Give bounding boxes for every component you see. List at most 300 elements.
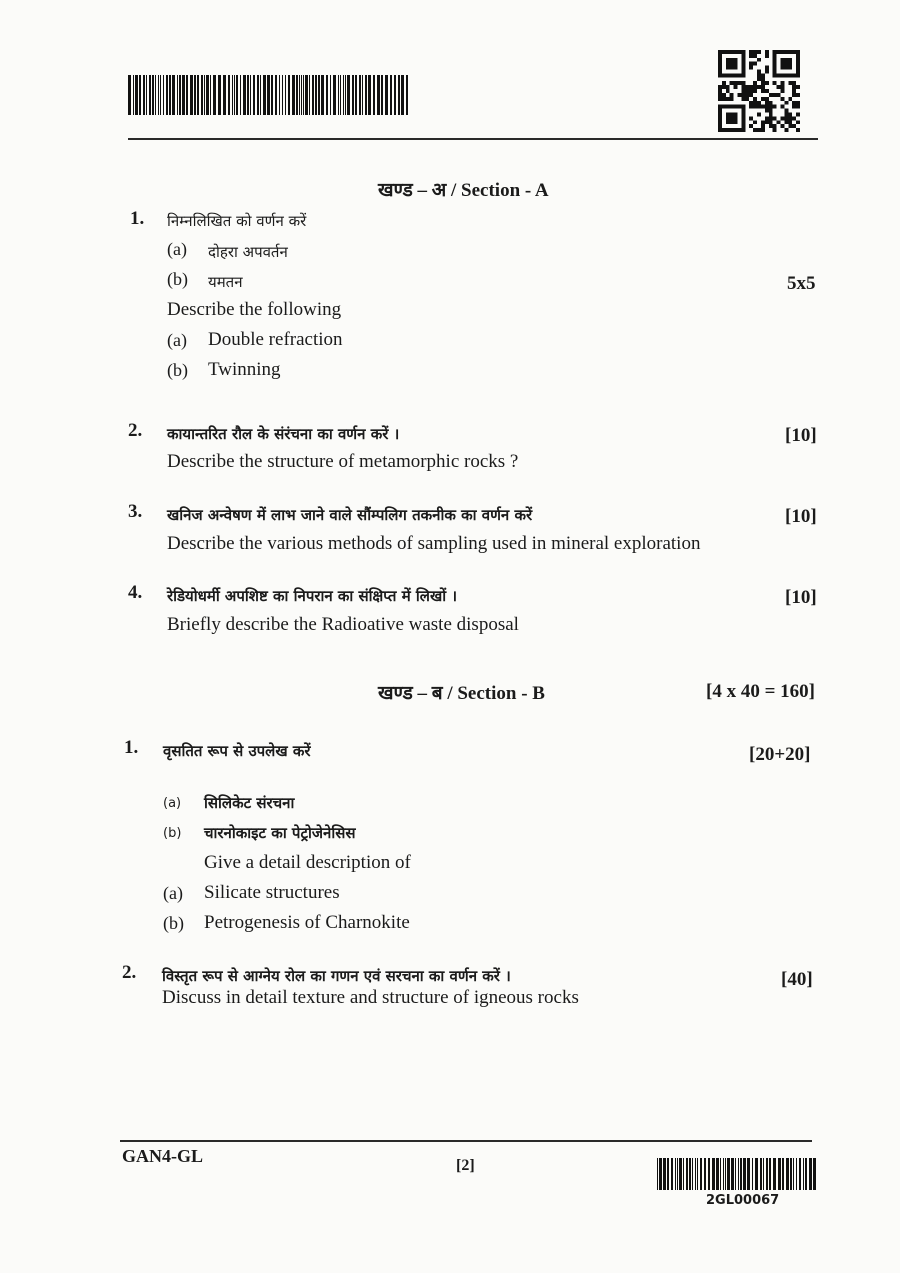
qr-module [718, 89, 722, 93]
barcode-bar [240, 75, 241, 115]
barcode-bar [799, 1158, 801, 1190]
qr-module [753, 120, 757, 124]
qr-module [726, 112, 738, 124]
barcode-bar [731, 1158, 734, 1190]
barcode-bar [813, 1158, 816, 1190]
qr-module [773, 93, 777, 97]
qr-module [788, 124, 792, 128]
qr-module [761, 97, 765, 101]
qr-module [726, 89, 730, 93]
barcode-bar [695, 1158, 696, 1190]
qr-module [773, 81, 777, 85]
qr-module [769, 109, 773, 113]
barcode-bar [700, 1158, 702, 1190]
barcode-bar [312, 75, 314, 115]
barcode-bar [172, 75, 175, 115]
question-hindi: वृसतित रूप से उपलेख करें [163, 742, 311, 760]
barcode-bar [735, 1158, 736, 1190]
qr-module [757, 85, 761, 89]
barcode-top [128, 75, 408, 115]
qr-module [765, 81, 769, 85]
barcode-bar [279, 75, 280, 115]
qr-module [749, 124, 753, 128]
barcode-bar [406, 75, 408, 115]
qr-module [722, 85, 726, 89]
qr-module [749, 89, 753, 93]
option-label: (a) [167, 330, 187, 350]
barcode-bar [671, 1158, 673, 1190]
qr-module [734, 85, 738, 89]
qr-module [761, 89, 765, 93]
qr-module [745, 89, 749, 93]
option-english: Double refraction [208, 329, 343, 350]
question-hindi: विस्तृत रूप से आग्नेय रोल का गणन एवं सरचना का वर्णन करें । [162, 967, 511, 985]
qr-module [718, 97, 722, 101]
option-label: (b) [163, 826, 182, 841]
barcode-bar [143, 75, 145, 115]
qr-module [757, 105, 761, 109]
qr-module [780, 105, 784, 109]
barcode-bar [232, 75, 233, 115]
qr-module [765, 116, 769, 120]
qr-module [773, 124, 777, 128]
barcode-bar [260, 75, 261, 115]
qr-module [792, 116, 796, 120]
barcode-bar [720, 1158, 721, 1190]
qr-module [722, 81, 726, 85]
barcode-bar [677, 1158, 678, 1190]
qr-module [769, 116, 773, 120]
qr-module [726, 85, 730, 89]
option-hindi: चारनोकाइट का पेट्रोजेनेसिस [204, 824, 356, 842]
section-b-total-marks: [4 x 40 = 160] [706, 681, 815, 702]
question-hindi: निम्नलिखित को वर्णन करें [167, 212, 307, 230]
qr-module [741, 89, 745, 93]
barcode-bar [228, 75, 230, 115]
qr-module [792, 124, 796, 128]
barcode-bar [727, 1158, 730, 1190]
qr-module [761, 85, 765, 89]
qr-module [757, 101, 761, 105]
qr-module [726, 58, 738, 70]
barcode-bar [135, 75, 138, 115]
qr-module [753, 81, 757, 85]
question-english: Describe the structure of metamorphic rocks ? [167, 451, 519, 472]
barcode-bar [398, 75, 400, 115]
qr-module [788, 112, 792, 116]
question-hindi: खनिज अन्वेषण में लाभ जाने वाले सौंम्पलिग तकनीक का वर्णन करें [167, 506, 533, 524]
barcode-bar [177, 75, 178, 115]
qr-module [722, 93, 726, 97]
barcode-bar [186, 75, 188, 115]
qr-module [788, 97, 792, 101]
qr-module [792, 101, 796, 105]
qr-module [753, 101, 757, 105]
qr-module [777, 120, 781, 124]
option-label: (b) [167, 360, 188, 380]
barcode-bar [359, 75, 361, 115]
barcode-bar [362, 75, 363, 115]
qr-module [792, 81, 796, 85]
barcode-bar [809, 1158, 812, 1190]
qr-module [718, 85, 722, 89]
barcode-bar [657, 1158, 658, 1190]
option-label: (b) [163, 913, 184, 933]
question-hindi: कायान्तरित रौल के संरंचना का वर्णन करें । [167, 425, 400, 443]
barcode-bar [194, 75, 196, 115]
qr-module [741, 85, 745, 89]
qr-module [796, 101, 800, 105]
qr-module [765, 109, 769, 113]
barcode-bar [210, 75, 211, 115]
barcode-bar [752, 1158, 753, 1190]
barcode-bar [275, 75, 277, 115]
barcode-bar [326, 75, 328, 115]
qr-module [741, 93, 745, 97]
barcode-bar [271, 75, 273, 115]
barcode-bar [755, 1158, 758, 1190]
barcode-bar [385, 75, 388, 115]
qr-module [730, 93, 734, 97]
qr-module [765, 54, 769, 58]
barcode-bar [182, 75, 185, 115]
qr-module [757, 70, 761, 74]
serial-number: 2GL00067 [706, 1193, 780, 1208]
barcode-bar [390, 75, 392, 115]
qr-module [784, 120, 788, 124]
barcode-bar [263, 75, 266, 115]
qr-module [780, 116, 784, 120]
barcode-bar [805, 1158, 807, 1190]
barcode-bar [747, 1158, 750, 1190]
option-label: (a) [167, 239, 187, 259]
barcode-bar [206, 75, 209, 115]
qr-module [765, 66, 769, 70]
qr-module [773, 128, 777, 132]
barcode-bar [282, 75, 283, 115]
barcode-bar [158, 75, 159, 115]
qr-module [792, 89, 796, 93]
barcode-bar [689, 1158, 691, 1190]
question-marks: 5x5 [787, 273, 816, 294]
qr-module [749, 101, 753, 105]
barcode-bar [288, 75, 290, 115]
qr-module [753, 128, 757, 132]
qr-module [745, 85, 749, 89]
barcode-bar [152, 75, 154, 115]
question-marks: [10] [785, 587, 817, 608]
barcode-bar [355, 75, 357, 115]
barcode-bar [712, 1158, 715, 1190]
qr-module [780, 81, 784, 85]
barcode-bar [330, 75, 331, 115]
qr-module [777, 93, 781, 97]
qr-module [757, 50, 761, 54]
qr-module [753, 89, 757, 93]
barcode-bar [190, 75, 193, 115]
barcode-bar [686, 1158, 688, 1190]
barcode-bar [793, 1158, 794, 1190]
barcode-bar [343, 75, 344, 115]
barcode-bar [296, 75, 298, 115]
qr-module [761, 73, 765, 77]
qr-module [796, 93, 800, 97]
qr-module [780, 58, 792, 70]
qr-module [788, 120, 792, 124]
barcode-bar [223, 75, 226, 115]
question-english: Discuss in detail texture and structure of igneous rocks [162, 987, 579, 1008]
header-rule [128, 138, 818, 140]
barcode-bar [234, 75, 235, 115]
qr-code [718, 50, 800, 132]
section-b-title: खण्ड – ब / Section - B [378, 683, 545, 704]
barcode-bar [333, 75, 336, 115]
barcode-bar [347, 75, 350, 115]
barcode-bar [708, 1158, 710, 1190]
question-number: 4. [128, 582, 143, 603]
barcode-bar [345, 75, 346, 115]
qr-module [726, 97, 730, 101]
qr-module [749, 85, 753, 89]
qr-module [749, 116, 753, 120]
qr-module [773, 116, 777, 120]
qr-module [780, 97, 784, 101]
qr-module [753, 97, 757, 101]
barcode-bar [257, 75, 259, 115]
qr-module [780, 124, 784, 128]
option-english: Petrogenesis of Charnokite [204, 912, 410, 933]
barcode-bar [146, 75, 147, 115]
option-label: (b) [167, 269, 188, 289]
option-hindi: यमतन [208, 273, 243, 291]
barcode-bar [338, 75, 339, 115]
barcode-bar [679, 1158, 682, 1190]
question-marks: [20+20] [749, 744, 811, 765]
barcode-bar [697, 1158, 698, 1190]
qr-module [738, 81, 742, 85]
barcode-bar [315, 75, 317, 115]
barcode-bar [166, 75, 168, 115]
barcode-bar [766, 1158, 768, 1190]
barcode-bar [373, 75, 375, 115]
barcode-bar [169, 75, 171, 115]
barcode-bar [163, 75, 164, 115]
question-number: 2. [122, 962, 137, 983]
section-a-title: खण्ड – अ / Section - A [378, 180, 549, 201]
barcode-bar [401, 75, 404, 115]
barcode-bar [352, 75, 354, 115]
qr-module [749, 66, 753, 70]
qr-module [796, 128, 800, 132]
barcode-bar [782, 1158, 784, 1190]
qr-module [741, 97, 745, 101]
page-number: [2] [456, 1157, 475, 1174]
barcode-bar [301, 75, 302, 115]
barcode-bar [704, 1158, 706, 1190]
barcode-bar [760, 1158, 762, 1190]
barcode-bar [740, 1158, 742, 1190]
qr-module [761, 81, 765, 85]
qr-module [749, 62, 753, 66]
qr-module [757, 77, 761, 81]
qr-module [780, 89, 784, 93]
qr-module [753, 105, 757, 109]
qr-module [722, 97, 726, 101]
barcode-bar [128, 75, 131, 115]
barcode-bar [253, 75, 255, 115]
qr-module [741, 81, 745, 85]
barcode-bar [285, 75, 286, 115]
barcode-bar [786, 1158, 789, 1190]
barcode-bar [743, 1158, 746, 1190]
barcode-bar [218, 75, 221, 115]
qr-module [761, 128, 765, 132]
barcode-bar [675, 1158, 676, 1190]
qr-module [773, 105, 777, 109]
barcode-bar [321, 75, 324, 115]
barcode-bar [201, 75, 203, 115]
barcode-bar [179, 75, 181, 115]
qr-module [777, 85, 781, 89]
barcode-bar [796, 1158, 797, 1190]
barcode-bar [803, 1158, 804, 1190]
qr-module [749, 50, 753, 54]
barcode-bar [204, 75, 205, 115]
qr-module [753, 62, 757, 66]
barcode-bar [663, 1158, 666, 1190]
barcode-bar [299, 75, 300, 115]
qr-module [749, 105, 753, 109]
qr-module [730, 97, 734, 101]
qr-module [769, 112, 773, 116]
qr-module [765, 89, 769, 93]
qr-module [765, 50, 769, 54]
barcode-bar [716, 1158, 719, 1190]
qr-module [780, 85, 784, 89]
barcode-bar [377, 75, 380, 115]
barcode-bar [133, 75, 134, 115]
qr-module [788, 81, 792, 85]
qr-module [730, 81, 734, 85]
option-hindi: दोहरा अपवर्तन [208, 243, 288, 261]
option-label: (a) [163, 796, 182, 811]
question-marks: [40] [781, 969, 813, 990]
barcode-bar [303, 75, 304, 115]
barcode-bar [769, 1158, 771, 1190]
barcode-bar [778, 1158, 781, 1190]
qr-module [761, 124, 765, 128]
question-hindi: रेडियोधर्मी अपशिष्ट का निपरान का संक्षिप्त में लिखों । [167, 587, 458, 605]
barcode-bar [365, 75, 367, 115]
barcode-bar [139, 75, 141, 115]
qr-module [796, 112, 800, 116]
barcode-bar [197, 75, 199, 115]
qr-module [761, 120, 765, 124]
qr-module [734, 81, 738, 85]
qr-module [761, 105, 765, 109]
qr-module [788, 116, 792, 120]
qr-module [796, 105, 800, 109]
barcode-bar [763, 1158, 764, 1190]
qr-module [765, 70, 769, 74]
barcode-bar [236, 75, 238, 115]
qr-module [745, 93, 749, 97]
barcode-bar [659, 1158, 662, 1190]
qr-module [769, 93, 773, 97]
barcode-bar [250, 75, 251, 115]
barcode-bar [318, 75, 320, 115]
barcode-bottom [657, 1158, 820, 1190]
question-marks: [10] [785, 506, 817, 527]
question-number: 1. [124, 737, 139, 758]
qr-module [753, 54, 757, 58]
qr-module [784, 116, 788, 120]
barcode-bar [394, 75, 396, 115]
qr-module [753, 85, 757, 89]
qr-module [765, 97, 769, 101]
qr-module [769, 124, 773, 128]
qr-module [765, 101, 769, 105]
barcode-bar [340, 75, 341, 115]
barcode-bar [381, 75, 383, 115]
barcode-bar [243, 75, 246, 115]
barcode-bar [305, 75, 308, 115]
qr-module [757, 112, 761, 116]
question-english: Give a detail description of [204, 852, 411, 873]
option-label: (a) [163, 883, 183, 903]
qr-module [784, 101, 788, 105]
barcode-bar [213, 75, 216, 115]
qr-module [753, 50, 757, 54]
qr-module [769, 105, 773, 109]
qr-module [749, 93, 753, 97]
barcode-bar [738, 1158, 739, 1190]
question-english: Describe the following [167, 299, 342, 320]
footer-rule [120, 1140, 812, 1142]
question-marks: [10] [785, 425, 817, 446]
barcode-bar [692, 1158, 693, 1190]
barcode-bar [160, 75, 161, 115]
option-english: Silicate structures [204, 882, 340, 903]
qr-module [745, 97, 749, 101]
barcode-bar [149, 75, 151, 115]
barcode-bar [247, 75, 249, 115]
option-english: Twinning [208, 359, 281, 380]
barcode-bar [683, 1158, 684, 1190]
qr-module [792, 93, 796, 97]
barcode-bar [267, 75, 270, 115]
barcode-bar [723, 1158, 724, 1190]
question-english: Describe the various methods of sampling used in mineral exploration [167, 533, 701, 554]
qr-module [738, 93, 742, 97]
qr-module [765, 105, 769, 109]
qr-module [761, 77, 765, 81]
qr-module [784, 109, 788, 113]
barcode-bar [667, 1158, 669, 1190]
barcode-bar [790, 1158, 792, 1190]
question-number: 2. [128, 420, 143, 441]
barcode-bar [725, 1158, 726, 1190]
qr-module [769, 101, 773, 105]
barcode-bar [155, 75, 156, 115]
qr-module [757, 128, 761, 132]
option-hindi: सिलिकेट संरचना [204, 794, 295, 812]
qr-module [792, 85, 796, 89]
qr-module [792, 105, 796, 109]
qr-module [769, 120, 773, 124]
barcode-bar [773, 1158, 776, 1190]
barcode-bar [292, 75, 295, 115]
